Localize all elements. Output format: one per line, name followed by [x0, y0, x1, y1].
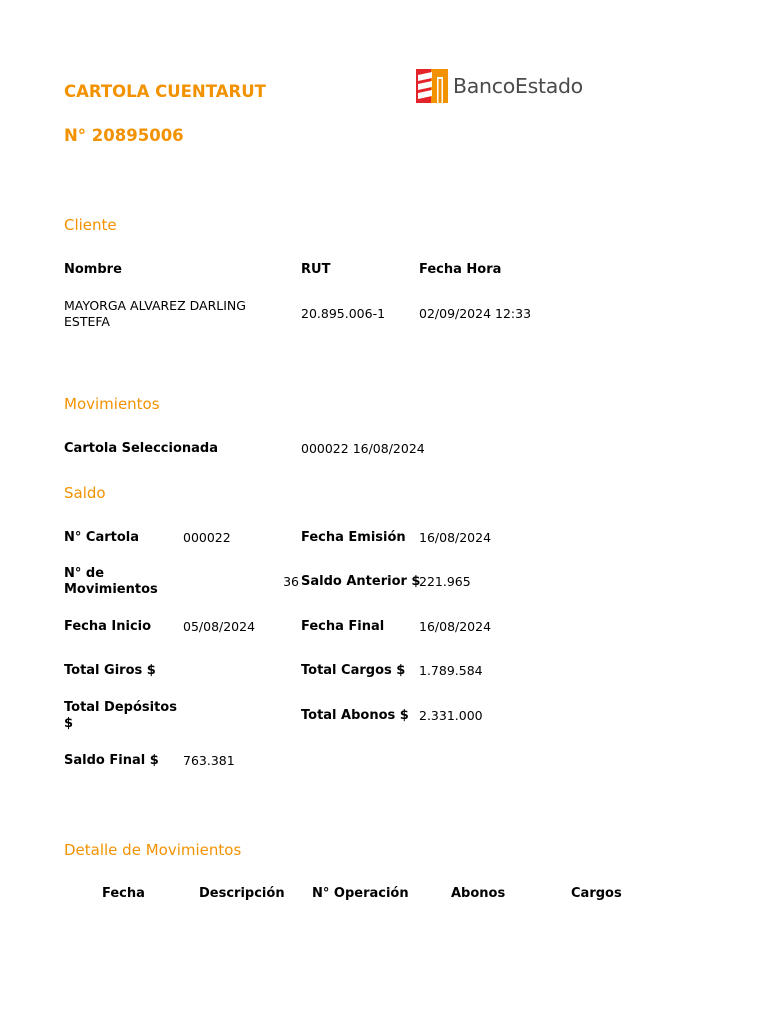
nombre-value — [64, 298, 246, 330]
rut-label: RUT — [301, 262, 331, 277]
nombre-value-line1: MAYORGA ALVAREZ DARLING — [64, 298, 246, 313]
fecha-emision-value: 16/08/2024 — [419, 530, 492, 545]
total-abonos-label: Total Abonos $ — [301, 708, 409, 723]
bancoestado-logo-icon — [416, 69, 448, 103]
section-saldo-title: Saldo — [64, 484, 106, 502]
total-depositos-label-line2: $ — [64, 716, 74, 731]
fecha-inicio-value: 05/08/2024 — [183, 619, 256, 634]
nombre-value-line2: ESTEFA — [64, 314, 110, 329]
total-depositos-label-line1: Total Depósitos — [64, 700, 177, 715]
col-header-fecha: Fecha — [102, 886, 145, 901]
fecha-final-value: 16/08/2024 — [419, 619, 492, 634]
section-movimientos-title: Movimientos — [64, 395, 160, 413]
cartola-seleccionada-label: Cartola Seleccionada — [64, 441, 218, 456]
col-header-descripcion: Descripción — [199, 886, 285, 901]
fecha-hora-label: Fecha Hora — [419, 262, 502, 277]
n-movimientos-label-line2: Movimientos — [64, 582, 158, 597]
fecha-hora-value: 02/09/2024 12:33 — [419, 306, 532, 321]
total-giros-label: Total Giros $ — [64, 663, 156, 678]
logo-text: BancoEstado — [453, 74, 583, 98]
rut-value: 20.895.006-1 — [301, 306, 386, 321]
col-header-cargos: Cargos — [571, 886, 622, 901]
saldo-final-label: Saldo Final $ — [64, 753, 159, 768]
cartola-seleccionada-value: 000022 16/08/2024 — [301, 441, 425, 456]
total-cargos-label: Total Cargos $ — [301, 663, 406, 678]
col-header-abonos: Abonos — [451, 886, 506, 901]
total-abonos-value: 2.331.000 — [419, 708, 483, 723]
n-cartola-label: N° Cartola — [64, 530, 140, 545]
n-cartola-value: 000022 — [183, 530, 231, 545]
section-detalle-title: Detalle de Movimientos — [64, 841, 242, 859]
bank-logo — [416, 68, 583, 104]
fecha-inicio-label: Fecha Inicio — [64, 619, 152, 634]
saldo-anterior-value: 221.965 — [419, 574, 471, 589]
document-title: CARTOLA CUENTARUT — [64, 82, 266, 101]
account-number: N° 20895006 — [64, 126, 184, 145]
nombre-label: Nombre — [64, 262, 122, 277]
fecha-emision-label: Fecha Emisión — [301, 530, 406, 545]
col-header-n-operacion: N° Operación — [312, 886, 409, 901]
n-movimientos-value: 36 — [283, 574, 299, 589]
total-cargos-value: 1.789.584 — [419, 663, 483, 678]
saldo-anterior-label: Saldo Anterior $ — [301, 574, 421, 589]
fecha-final-label: Fecha Final — [301, 619, 385, 634]
n-movimientos-label-line1: N° de — [64, 566, 105, 581]
section-cliente-title: Cliente — [64, 216, 117, 234]
n-movimientos-label — [64, 566, 158, 598]
saldo-final-value: 763.381 — [183, 753, 235, 768]
total-depositos-label — [64, 700, 177, 732]
